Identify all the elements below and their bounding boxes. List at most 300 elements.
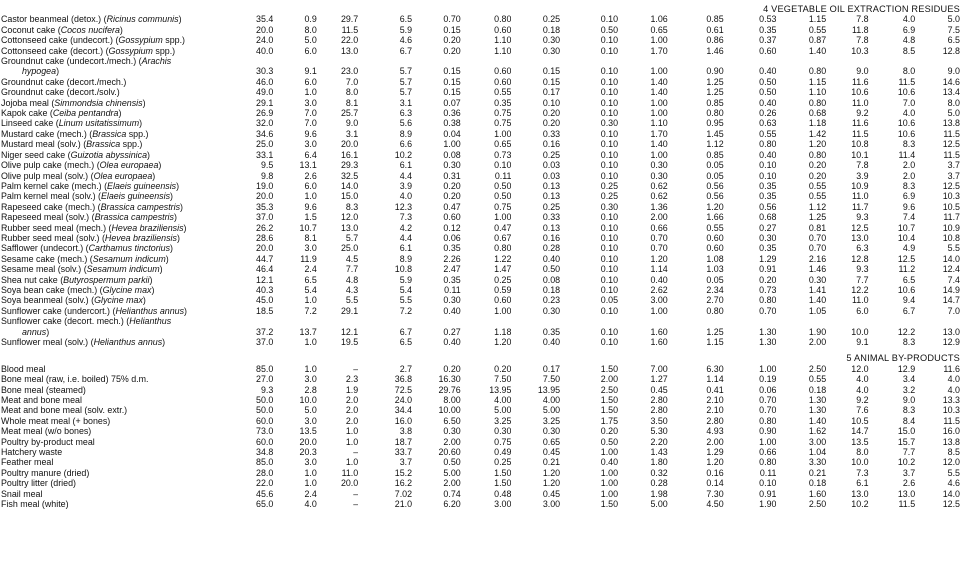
name-suffix: ) (152, 170, 156, 181)
value-cell: 0.25 (600, 191, 619, 202)
feedstuff-name (0, 489, 222, 499)
value-cell: 3.0 (304, 97, 317, 108)
name-suffix: ) (56, 66, 60, 77)
value-cell: 9.4 (902, 295, 916, 306)
value-cell: 0.08 (542, 274, 561, 285)
value-cell: 5.00 (542, 405, 561, 416)
value-cell: 1.60 (650, 326, 668, 337)
value-cell: 1.25 (706, 87, 724, 98)
value-cell: 15.0 (897, 426, 916, 437)
value-cell: 7.8 (856, 35, 869, 46)
value-cell: 2.0 (345, 415, 359, 426)
value-cell: 1.70 (650, 45, 668, 56)
value-cell: 11.0 (851, 191, 869, 202)
table-row (0, 46, 960, 56)
value-cell: 8.1 (345, 97, 359, 108)
scientific-name: Brassica campestris (94, 212, 174, 223)
feedstuff-name (0, 160, 222, 170)
value-cell: 0.20 (443, 363, 461, 374)
value-cell: 4.0 (856, 374, 869, 385)
value-cell: 0.10 (600, 66, 619, 77)
value-cell: 0.61 (706, 24, 724, 35)
value-cell (461, 316, 512, 326)
value-cell: 9.6 (902, 201, 916, 212)
value-cell: 0.38 (443, 118, 461, 129)
value-cell: 1.5 (304, 212, 317, 223)
value-cell: 9.1 (304, 66, 317, 77)
value-cell: 12.2 (897, 326, 916, 337)
value-cell: 2.4 (304, 264, 317, 275)
value-cell: 4.00 (494, 395, 512, 406)
value-cell: 6.5 (902, 274, 916, 285)
table-row (0, 150, 960, 160)
value-cell: 0.08 (443, 149, 461, 160)
name-suffix: ) (151, 284, 155, 295)
name-text: Poultry manure (dried) (1, 467, 90, 478)
feedstuff-name (0, 46, 222, 56)
value-cell: 0.30 (443, 426, 461, 437)
table-row (0, 337, 960, 347)
table-row (0, 56, 960, 66)
value-cell: 0.60 (494, 76, 512, 87)
name-text: Meat meal (w/o bones) (1, 426, 92, 437)
name-text: Linseed cake ( (1, 118, 59, 129)
value-cell: 6.4 (304, 149, 317, 160)
scientific-name: Butyrospermum parkii (63, 274, 150, 285)
value-cell: 0.40 (759, 149, 777, 160)
name-text: Rubber seed meal (solv.) ( (1, 232, 105, 243)
value-cell: 1.40 (808, 45, 827, 56)
value-cell: 46.0 (256, 76, 274, 87)
value-cell: 1.43 (650, 447, 668, 458)
value-cell: 32.5 (340, 170, 359, 181)
name-text: Castor beanmeal (detox.) ( (1, 14, 107, 25)
value-cell: 10.1 (851, 149, 869, 160)
value-cell: 11.5 (943, 128, 960, 139)
value-cell: 13.4 (942, 87, 960, 98)
value-cell: 1.14 (650, 264, 668, 275)
value-cell: 0.73 (494, 149, 512, 160)
value-cell: 0.81 (808, 222, 827, 233)
value-cell: 0.80 (706, 108, 724, 119)
value-cell: 0.20 (443, 35, 461, 46)
value-cell: 0.60 (494, 24, 512, 35)
value-cell: 4.93 (706, 426, 724, 437)
value-cell: 1.47 (494, 264, 512, 275)
value-cell: 7.0 (304, 108, 317, 119)
value-cell (724, 56, 777, 66)
value-cell: 1.60 (808, 488, 827, 499)
value-cell: 0.55 (808, 374, 827, 385)
value-cell: 10.6 (897, 128, 916, 139)
value-cell: 0.59 (494, 284, 512, 295)
value-cell: 0.40 (443, 337, 461, 347)
value-cell: 0.40 (650, 274, 668, 285)
value-cell: 1.0 (345, 457, 359, 468)
scientific-name: Brassica (86, 139, 121, 150)
name-suffix: ) (46, 326, 50, 337)
table-row (0, 243, 960, 253)
value-cell: 0.17 (542, 87, 561, 98)
value-cell: 5.9 (399, 274, 413, 285)
value-cell: 12.8 (942, 45, 960, 56)
value-cell: 0.70 (650, 232, 668, 243)
value-cell: 36.8 (394, 374, 413, 385)
value-cell: 0.16 (542, 232, 561, 243)
value-cell: 13.95 (489, 384, 512, 395)
table-row (0, 160, 960, 170)
value-cell: 9.2 (856, 108, 869, 119)
value-cell: 5.0 (304, 405, 317, 416)
value-cell: 0.12 (443, 222, 461, 233)
value-cell: 4.0 (947, 384, 960, 395)
name-text: Hatchery waste (1, 447, 63, 458)
name-suffix: ) (170, 191, 173, 202)
value-cell: 2.10 (706, 405, 724, 416)
value-cell: 1.66 (706, 212, 724, 223)
value-cell: 1.41 (808, 284, 827, 295)
feedstuff-name (0, 478, 222, 488)
value-cell: 27.0 (256, 374, 274, 385)
value-cell: 15.7 (897, 436, 916, 447)
value-cell: 37.0 (256, 337, 274, 347)
value-cell: 1.60 (650, 337, 668, 347)
feedstuff-name (0, 254, 222, 264)
value-cell: 0.05 (706, 160, 724, 171)
value-cell: 40.0 (256, 45, 274, 56)
value-cell (412, 316, 461, 326)
value-cell: 0.21 (542, 457, 561, 468)
value-cell: 9.0 (345, 118, 359, 129)
value-cell: 1.00 (650, 35, 668, 46)
name-text: Sunflower meal (solv.) ( (1, 337, 94, 347)
value-cell: 0.20 (759, 274, 777, 285)
value-cell: 10.2 (394, 149, 413, 160)
value-cell: 7.7 (902, 447, 916, 458)
name-suffix: ) (149, 274, 153, 285)
scientific-name: Ricinus communis (106, 14, 179, 25)
value-cell: 1.0 (304, 87, 317, 98)
value-cell: 0.70 (759, 305, 777, 316)
value-cell: 5.00 (650, 499, 668, 510)
value-cell: 12.5 (942, 180, 960, 191)
value-cell: 0.20 (808, 170, 827, 181)
value-cell: 60.0 (256, 415, 274, 426)
scientific-name: annus (22, 326, 47, 337)
value-cell: 4.00 (542, 395, 561, 406)
value-cell: 1.00 (443, 139, 461, 150)
value-cell: 2.00 (808, 337, 827, 347)
value-cell: 2.16 (808, 253, 827, 264)
table-row (0, 202, 960, 212)
value-cell: 12.2 (851, 284, 869, 295)
table-row (0, 212, 960, 222)
value-cell: 0.19 (759, 374, 777, 385)
feed-composition-table (0, 4, 960, 510)
value-cell: 0.55 (706, 222, 724, 233)
value-cell: 0.15 (443, 66, 461, 77)
value-cell: 1.70 (650, 128, 668, 139)
name-text: Sunflower cake (decort. mech.) ( (1, 316, 130, 327)
value-cell: 10.0 (851, 326, 869, 337)
value-cell: 18.5 (256, 305, 274, 316)
value-cell: 1.00 (494, 305, 512, 316)
feedstuff-name (0, 171, 222, 181)
value-cell: 8.0 (345, 87, 359, 98)
value-cell: 0.30 (650, 170, 668, 181)
table-row (0, 264, 960, 274)
value-cell: 85.0 (256, 363, 274, 374)
value-cell: 0.10 (600, 232, 619, 243)
value-cell: 0.25 (542, 149, 561, 160)
value-cell: 1.00 (650, 108, 668, 119)
value-cell: 13.8 (942, 118, 960, 129)
value-cell: 1.0 (345, 436, 359, 447)
value-cell: 0.20 (443, 191, 461, 202)
value-cell (915, 316, 960, 326)
value-cell: 28.0 (256, 467, 274, 478)
name-text: Rapeseed meal (solv.) ( (1, 212, 95, 223)
value-cell: 49.0 (256, 87, 274, 98)
value-cell: 14.9 (942, 284, 960, 295)
value-cell: 0.10 (600, 108, 619, 119)
value-cell: 19.0 (256, 180, 274, 191)
scientific-name: Hevea braziliensis (104, 232, 177, 243)
value-cell: 0.91 (759, 264, 777, 275)
value-cell: 12.5 (897, 253, 916, 264)
value-cell: – (353, 447, 359, 458)
feedstuff-name (0, 14, 222, 24)
value-cell: 0.10 (494, 160, 512, 171)
value-cell: 10.8 (851, 139, 869, 150)
value-cell: 10.0 (851, 457, 869, 468)
value-cell: 0.03 (542, 170, 561, 181)
value-cell: 1.50 (494, 478, 512, 489)
value-cell: 9.0 (856, 66, 869, 77)
value-cell: 0.10 (600, 253, 619, 264)
name-suffix: ) (142, 295, 146, 306)
value-cell: 10.0 (299, 395, 317, 406)
value-cell: 0.10 (600, 160, 619, 171)
value-cell: 9.5 (260, 160, 274, 171)
value-cell: 10.7 (897, 222, 916, 233)
value-cell: 10.3 (942, 191, 960, 202)
value-cell: 2.3 (345, 374, 359, 385)
value-cell: 0.35 (443, 274, 461, 285)
scientific-name: Gossypium (118, 35, 163, 46)
value-cell: 2.34 (706, 284, 724, 295)
value-cell: 0.68 (759, 212, 777, 223)
value-cell: 0.50 (759, 87, 777, 98)
value-cell: 3.7 (947, 160, 960, 171)
feedstuff-name (0, 374, 222, 384)
value-cell: 0.10 (600, 170, 619, 181)
table-row (0, 66, 960, 76)
value-cell: 7.2 (304, 305, 317, 316)
value-cell: 1.46 (808, 264, 827, 275)
value-cell: 26.2 (256, 222, 274, 233)
value-cell: 33.1 (256, 149, 274, 160)
value-cell: 4.0 (856, 384, 869, 395)
value-cell: 0.14 (706, 478, 724, 489)
value-cell: 1.90 (808, 326, 827, 337)
value-cell: 11.7 (851, 201, 869, 212)
value-cell: 1.20 (706, 201, 724, 212)
value-cell: 0.80 (759, 415, 777, 426)
value-cell: 1.20 (808, 139, 827, 150)
value-cell: 3.1 (399, 97, 413, 108)
value-cell: 0.30 (600, 118, 619, 129)
value-cell: 1.50 (494, 467, 512, 478)
feedstuff-name (0, 191, 222, 201)
value-cell: 85.0 (256, 457, 274, 468)
value-cell: 0.35 (759, 180, 777, 191)
name-text: Cottonseed cake (decort.) ( (1, 45, 109, 56)
value-cell: 0.07 (443, 97, 461, 108)
value-cell: 0.50 (494, 180, 512, 191)
value-cell: 28.6 (256, 232, 274, 243)
value-cell: 9.6 (304, 201, 317, 212)
value-cell: 5.7 (399, 66, 413, 77)
value-cell: 0.48 (494, 488, 512, 499)
value-cell: 4.6 (947, 478, 960, 489)
value-cell: 0.47 (443, 201, 461, 212)
value-cell: 5.0 (947, 14, 960, 25)
value-cell: 12.8 (851, 253, 869, 264)
feedstuff-name (0, 337, 222, 347)
name-text: Soya bean cake (mech.) ( (1, 284, 103, 295)
value-cell: 4.4 (399, 232, 413, 243)
value-cell: 0.15 (542, 66, 561, 77)
value-cell: 1.00 (600, 467, 619, 478)
value-cell: – (353, 488, 359, 499)
value-cell (461, 56, 512, 66)
value-cell: 1.12 (808, 201, 827, 212)
name-text: Olive pulp cake (mech.) ( (1, 160, 100, 171)
value-cell: 0.20 (443, 45, 461, 56)
name-text: Sunflower cake (undercort.) ( (1, 305, 116, 316)
value-cell: 37.2 (256, 326, 274, 337)
value-cell: 0.35 (494, 97, 512, 108)
value-cell: 0.30 (542, 305, 561, 316)
value-cell: 6.5 (399, 337, 413, 347)
value-cell: 0.33 (542, 128, 561, 139)
value-cell: 0.47 (494, 222, 512, 233)
value-cell: 1.30 (759, 337, 777, 347)
value-cell: 12.0 (942, 457, 960, 468)
value-cell: 11.5 (943, 415, 960, 426)
value-cell: 73.0 (256, 426, 274, 437)
value-cell: 0.95 (706, 118, 724, 129)
feedstuff-name (0, 426, 222, 436)
value-cell (511, 316, 560, 326)
value-cell: 9.6 (304, 128, 317, 139)
value-cell: 13.0 (942, 326, 960, 337)
value-cell: 0.80 (759, 139, 777, 150)
value-cell: 2.50 (808, 499, 827, 510)
value-cell: 3.9 (856, 170, 869, 181)
value-cell: 0.20 (542, 108, 561, 119)
value-cell: 0.10 (600, 305, 619, 316)
name-text: Kapok cake ( (1, 108, 53, 119)
value-cell: 0.10 (600, 284, 619, 295)
value-cell: 1.22 (494, 253, 512, 264)
value-cell: 6.1 (856, 478, 869, 489)
value-cell: 10.2 (897, 457, 916, 468)
value-cell: 21.0 (394, 499, 413, 510)
table-row (0, 316, 960, 326)
value-cell: 11.8 (851, 24, 869, 35)
value-cell: 0.10 (600, 149, 619, 160)
value-cell: 1.08 (706, 253, 724, 264)
name-suffix: spp.) (152, 45, 176, 56)
value-cell: 1.9 (345, 384, 359, 395)
value-cell: 3.8 (399, 426, 413, 437)
value-cell: 5.4 (304, 284, 317, 295)
value-cell: 1.00 (494, 212, 512, 223)
value-cell: 11.5 (341, 24, 359, 35)
value-cell: 4.3 (345, 284, 359, 295)
value-cell: 0.40 (759, 97, 777, 108)
value-cell: 10.6 (897, 87, 916, 98)
value-cell: 1.20 (650, 253, 668, 264)
value-cell: 0.10 (600, 222, 619, 233)
value-cell: 0.63 (759, 118, 777, 129)
value-cell: 0.70 (808, 243, 827, 254)
value-cell: 20.0 (340, 139, 359, 150)
value-cell: 1.00 (600, 488, 619, 499)
table-row (0, 489, 960, 499)
value-cell: 0.11 (759, 467, 777, 478)
value-cell: 0.10 (759, 478, 777, 489)
value-cell: 3.00 (542, 499, 561, 510)
name-text: Palm kernel cake (mech.) ( (1, 180, 108, 191)
value-cell: 10.3 (851, 45, 869, 56)
value-cell: 2.00 (600, 374, 619, 385)
value-cell: 1.75 (600, 415, 619, 426)
value-cell: 0.13 (542, 222, 561, 233)
value-cell: 1.05 (808, 305, 827, 316)
value-cell: 2.0 (345, 395, 359, 406)
value-cell: 11.5 (851, 128, 869, 139)
value-cell: 20.0 (340, 478, 359, 489)
value-cell: 9.3 (260, 384, 274, 395)
name-text: Cottonseed cake (undecort.) ( (1, 35, 119, 46)
name-text: Meat and bone meal (solv. extr.) (1, 405, 128, 416)
scientific-name: Sesamum indicum (86, 264, 160, 275)
table-row (0, 468, 960, 478)
name-suffix: ) (139, 118, 143, 129)
value-cell: 14.0 (942, 488, 960, 499)
value-cell: 0.45 (542, 488, 561, 499)
value-cell: 1.90 (759, 499, 777, 510)
value-cell: 30.3 (256, 66, 274, 77)
value-cell: 0.20 (600, 426, 619, 437)
section-title: 5 ANIMAL BY-PRODUCTS (846, 353, 960, 364)
name-suffix: ) (142, 97, 146, 108)
value-cell: 1.30 (808, 395, 827, 406)
value-cell: 10.5 (942, 201, 960, 212)
value-cell: 1.18 (808, 118, 827, 129)
table-row (0, 364, 960, 374)
value-cell: 3.00 (808, 436, 827, 447)
value-cell: 0.91 (759, 488, 777, 499)
name-text: Rubber seed meal (mech.) ( (1, 222, 112, 233)
value-cell: 0.18 (808, 478, 827, 489)
value-cell: 0.10 (542, 97, 561, 108)
value-cell: 3.7 (947, 170, 960, 181)
value-cell: 0.80 (759, 295, 777, 306)
